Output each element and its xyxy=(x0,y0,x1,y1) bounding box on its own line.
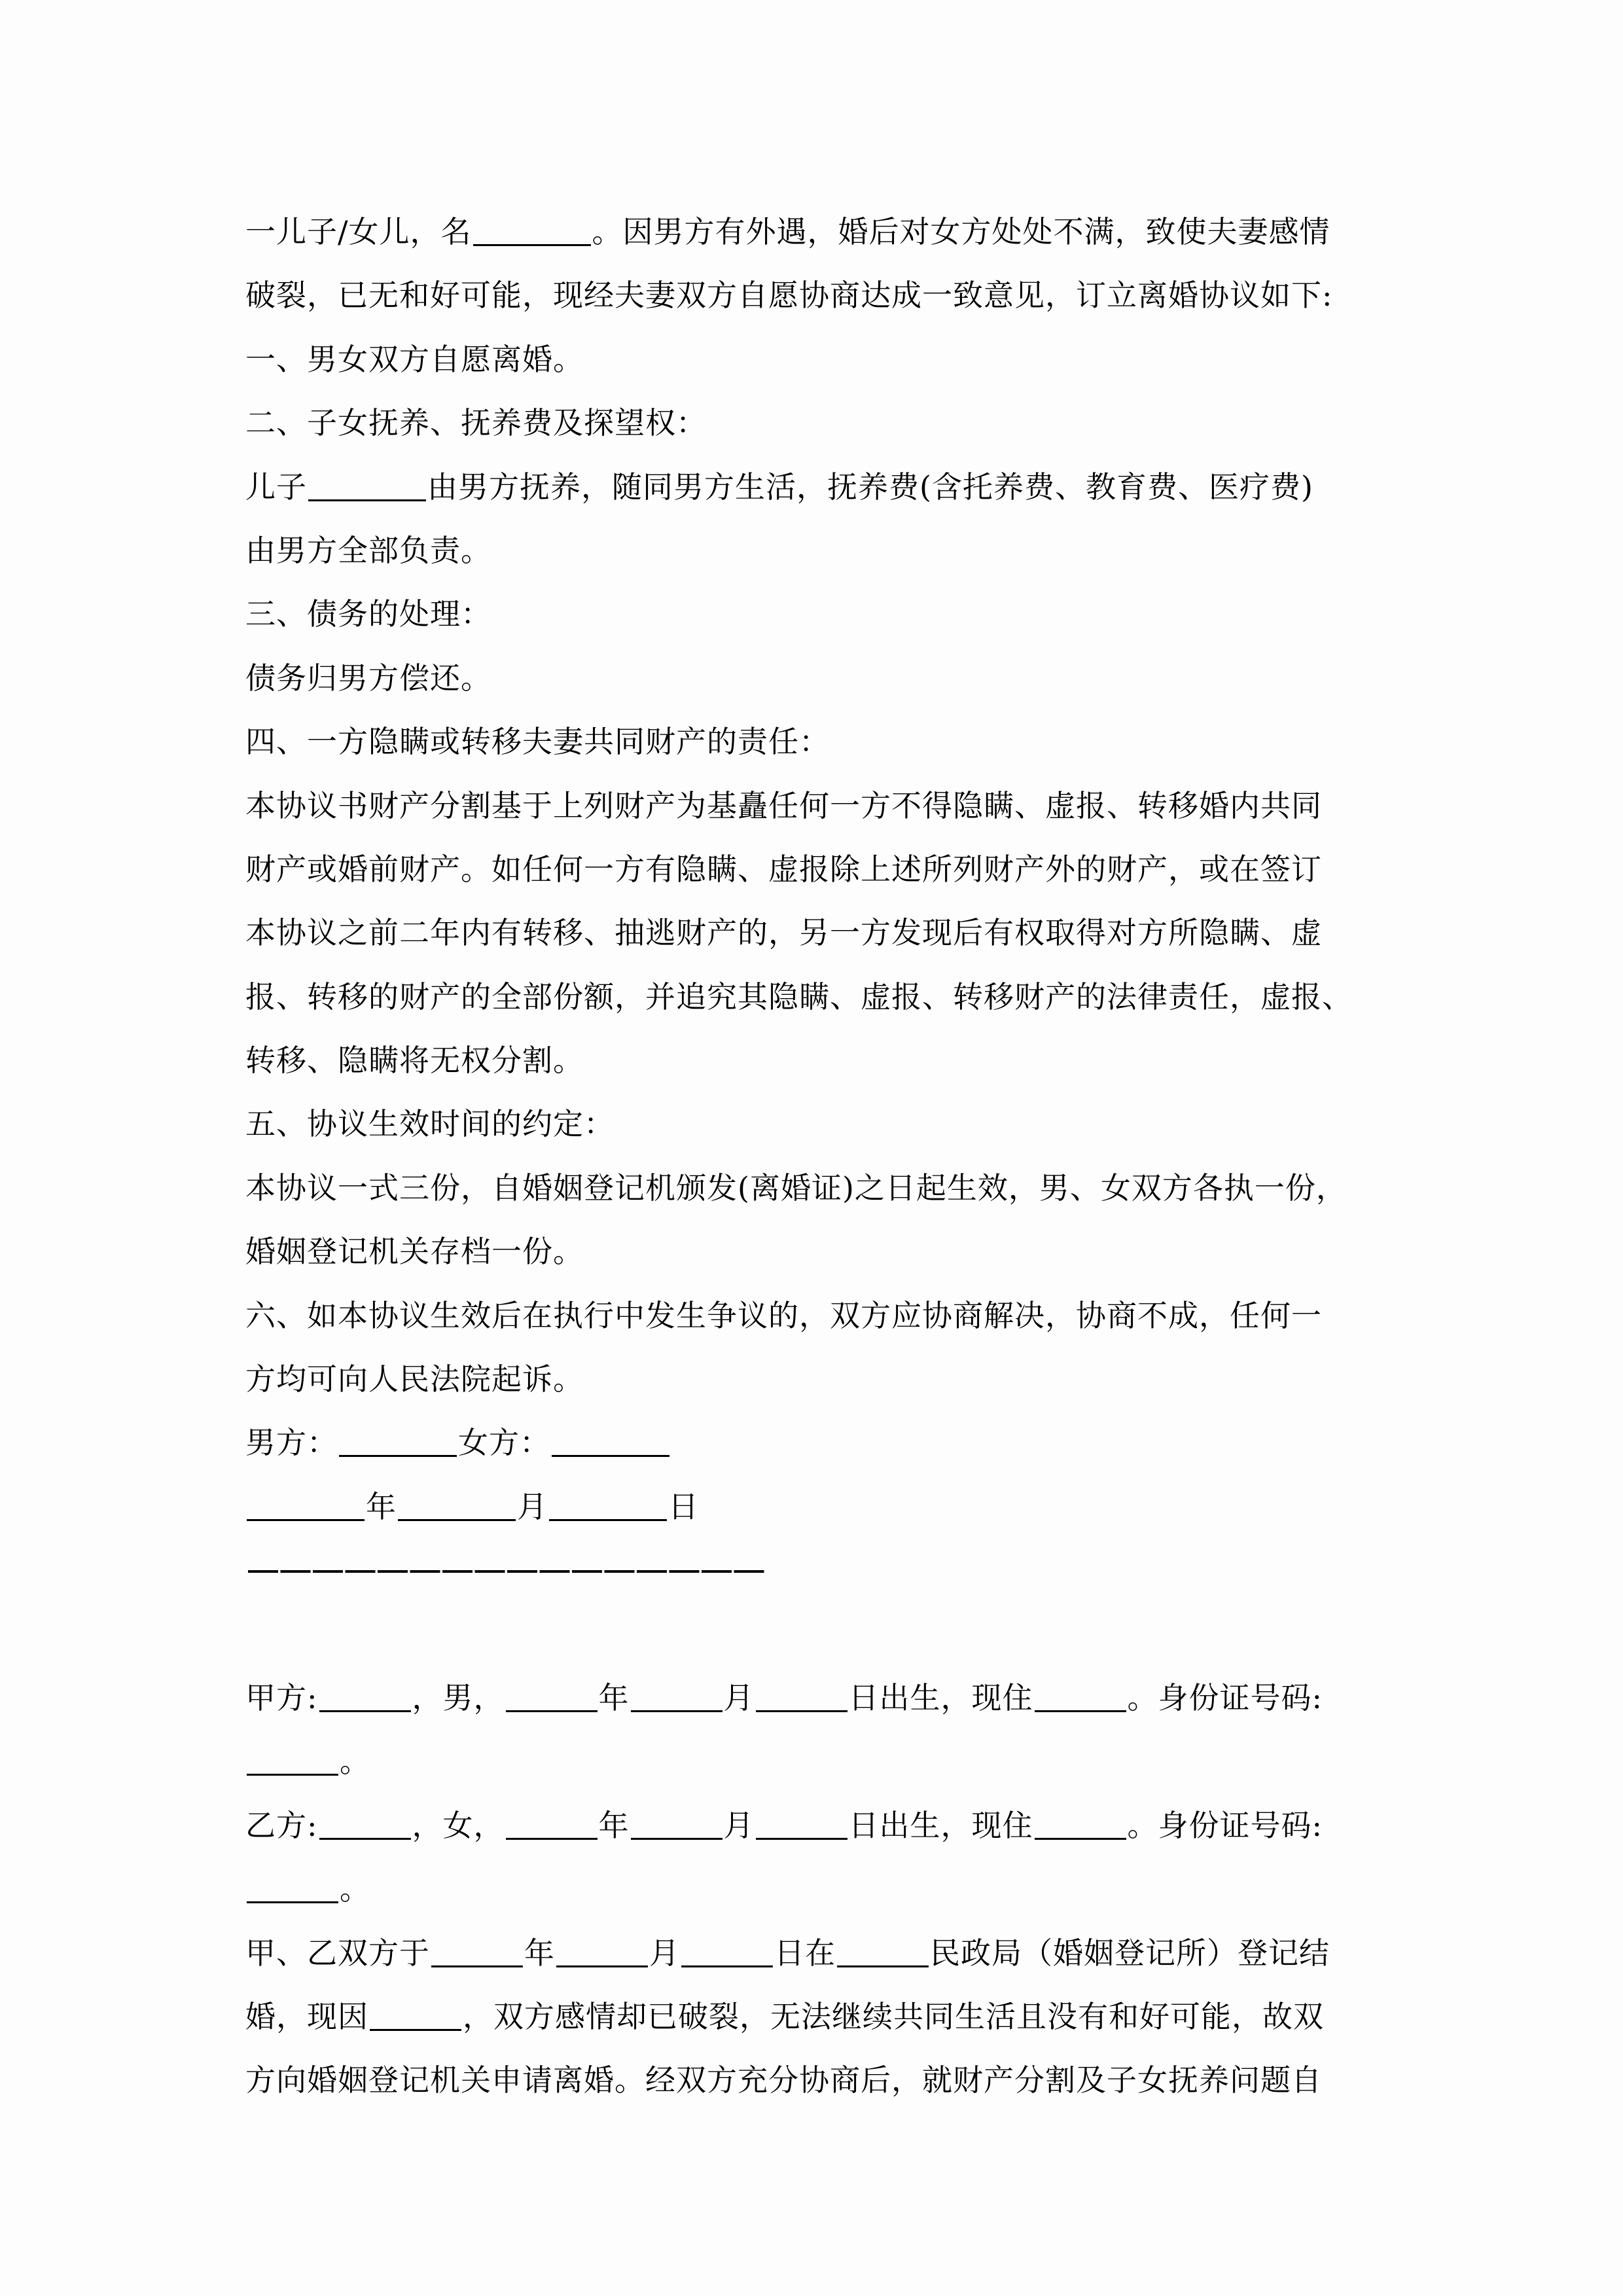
party-b-label: 乙方: xyxy=(245,1807,318,1843)
party-a-line xyxy=(245,1666,1378,1730)
clause-2-heading: 二、子女抚养、抚养费及探望权： xyxy=(245,405,707,441)
text-segment: 方向婚姻登记机关申请离婚。经双方充分协商后，就财产分割及子女抚养问题自 xyxy=(245,2062,1322,2098)
marriage-year-blank[interactable] xyxy=(431,1934,523,1967)
party-a-id-blank[interactable] xyxy=(247,1742,338,1776)
year-label: 年 xyxy=(366,1488,397,1524)
clause-5-heading: 五、协议生效时间的约定： xyxy=(245,1106,615,1142)
party-b-address-blank[interactable] xyxy=(1035,1806,1126,1840)
date-line xyxy=(245,1475,1378,1539)
paragraph-line xyxy=(245,2049,1378,2112)
clause-1-text: 一、男女双方自愿离婚。 xyxy=(245,341,584,377)
female-signature-label: 女方： xyxy=(458,1425,550,1461)
party-b-id-line xyxy=(245,1857,1378,1921)
year-blank[interactable] xyxy=(247,1488,365,1521)
month-label: 月 xyxy=(517,1488,548,1524)
clause-heading xyxy=(245,1284,1378,1348)
party-a-label: 甲方: xyxy=(245,1679,318,1715)
marriage-day-blank[interactable] xyxy=(681,1934,773,1967)
paragraph-line xyxy=(245,774,1378,838)
text-segment: 婚姻登记机关存档一份。 xyxy=(245,1234,584,1270)
year-label: 年 xyxy=(598,1807,630,1843)
paragraph-line xyxy=(245,838,1378,901)
party-b-year-blank[interactable] xyxy=(506,1806,597,1840)
day-label: 日 xyxy=(668,1488,699,1524)
male-signature-blank[interactable] xyxy=(339,1424,457,1457)
party-a-born: 日出生，现住 xyxy=(848,1679,1033,1715)
text-segment: 转移、隐瞒将无权分割。 xyxy=(245,1043,584,1079)
party-a-id-label: 。身份证号码: xyxy=(1127,1679,1323,1715)
day-blank[interactable] xyxy=(549,1488,667,1521)
paragraph-line xyxy=(245,1348,1378,1411)
day-label: 日在 xyxy=(774,1935,836,1971)
clause-heading xyxy=(245,583,1378,646)
paragraph-line xyxy=(245,264,1378,327)
party-a-id-line xyxy=(245,1730,1378,1793)
party-b-id-blank[interactable] xyxy=(247,1870,338,1903)
text-segment: 方均可向人民法院起诉。 xyxy=(245,1361,584,1397)
text-segment: 婚，现因 xyxy=(245,1998,368,2034)
clause-3-heading: 三、债务的处理： xyxy=(245,596,491,632)
paragraph-line xyxy=(245,647,1378,710)
clause-4-heading: 四、一方隐瞒或转移夫妻共同财产的责任： xyxy=(245,724,830,760)
paragraph-line xyxy=(245,519,1378,583)
signature-line xyxy=(245,1411,1378,1475)
text-segment: 甲、乙双方于 xyxy=(245,1935,430,1971)
party-b-name-blank[interactable] xyxy=(319,1806,411,1840)
text-segment: ，双方感情却已破裂，无法继续共同生活且没有和好可能，故双 xyxy=(463,1998,1324,2034)
party-a-gender: ，男， xyxy=(412,1679,505,1715)
year-label: 年 xyxy=(598,1679,630,1715)
party-b-line xyxy=(245,1794,1378,1857)
paragraph-line xyxy=(245,901,1378,965)
clause-heading xyxy=(245,710,1378,774)
clause-heading xyxy=(245,328,1378,391)
paragraph-line xyxy=(245,1220,1378,1283)
paragraph-line xyxy=(245,456,1378,519)
son-name-blank xyxy=(308,468,426,501)
text-segment: 一儿子/女儿，名 xyxy=(245,214,472,249)
text-segment: 由男方抚养，随同男方生活，抚养费(含托养费、教育费、医疗费) xyxy=(427,469,1313,505)
party-a-month-blank[interactable] xyxy=(631,1679,722,1712)
text-segment: 本协议书财产分割基于上列财产为基矗任何一方不得隐瞒、虚报、转移婚内共同 xyxy=(245,787,1322,823)
text-segment: 债务归男方偿还。 xyxy=(245,660,491,696)
month-label: 月 xyxy=(649,1935,680,1971)
party-a-day-blank[interactable] xyxy=(756,1679,847,1712)
party-a-address-blank[interactable] xyxy=(1035,1679,1126,1712)
text-segment: 财产或婚前财产。如任何一方有隐瞒、虚报除上述所列财产外的财产，或在签订 xyxy=(245,851,1322,887)
text-segment: 儿子 xyxy=(245,469,307,505)
clause-heading xyxy=(245,1092,1378,1156)
text-segment: 报、转移的财产的全部份额，并追究其隐瞒、虚报、转移财产的法律责任，虚报、 xyxy=(245,978,1353,1014)
marriage-month-blank[interactable] xyxy=(556,1934,648,1967)
period: 。 xyxy=(340,1871,370,1907)
party-b-id-label: 。身份证号码: xyxy=(1127,1807,1323,1843)
party-b-month-blank[interactable] xyxy=(631,1806,722,1840)
document-page xyxy=(245,200,1378,2113)
reason-blank[interactable] xyxy=(370,1998,461,2031)
party-a-name-blank[interactable] xyxy=(319,1679,411,1712)
male-signature-label: 男方： xyxy=(245,1425,338,1461)
party-b-gender: ，女， xyxy=(412,1807,505,1843)
year-label: 年 xyxy=(524,1935,555,1971)
text-segment: 破裂，已无和好可能，现经夫妻双方自愿协商达成一致意见，订立离婚协议如下: xyxy=(245,278,1333,314)
text-segment: 。因男方有外遇，婚后对女方处处不满，致使夫妻感情 xyxy=(592,214,1330,249)
name-blank xyxy=(473,213,591,246)
paragraph-line xyxy=(245,1922,1378,1985)
paragraph-line xyxy=(245,1029,1378,1092)
civil-affairs-bureau-blank[interactable] xyxy=(837,1934,929,1967)
separator-dashes xyxy=(248,1570,766,1573)
paragraph-line xyxy=(245,1157,1378,1220)
clause-6-text: 六、如本协议生效后在执行中发生争议的，双方应协商解决，协商不成，任何一 xyxy=(245,1297,1322,1333)
paragraph-line xyxy=(245,1985,1378,2049)
separator xyxy=(245,1539,1378,1602)
month-label: 月 xyxy=(723,1679,755,1715)
clause-heading xyxy=(245,391,1378,455)
period: 。 xyxy=(340,1744,370,1780)
month-blank[interactable] xyxy=(398,1488,516,1521)
female-signature-blank[interactable] xyxy=(552,1424,669,1457)
month-label: 月 xyxy=(723,1807,755,1843)
text-segment: 由男方全部负责。 xyxy=(245,532,491,568)
text-segment: 本协议之前二年内有转移、抽逃财产的，另一方发现后有权取得对方所隐瞒、虚 xyxy=(245,915,1322,951)
party-b-day-blank[interactable] xyxy=(756,1806,847,1840)
party-a-year-blank[interactable] xyxy=(506,1679,597,1712)
paragraph-line xyxy=(245,200,1378,264)
text-segment: 本协议一式三份，自婚姻登记机颁发(离婚证)之日起生效，男、女双方各执一份， xyxy=(245,1170,1347,1206)
spacer xyxy=(245,1603,1378,1666)
text-segment: 民政局（婚姻登记所）登记结 xyxy=(930,1935,1330,1971)
party-b-born: 日出生，现住 xyxy=(848,1807,1033,1843)
paragraph-line xyxy=(245,965,1378,1029)
